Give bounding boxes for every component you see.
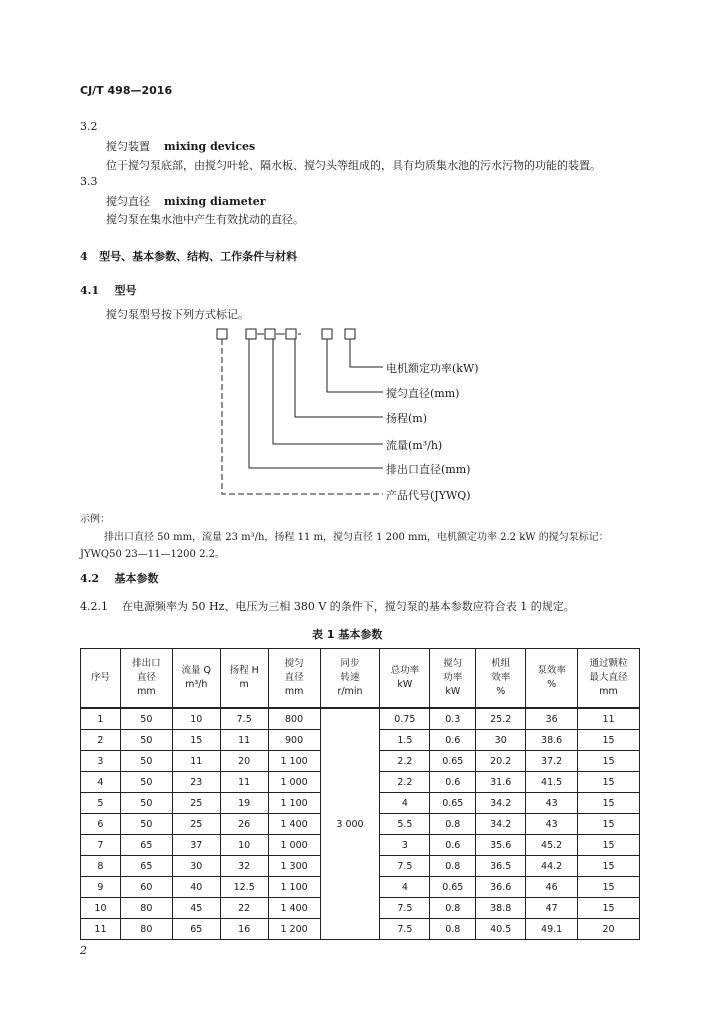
table-cell: 0.6 (430, 772, 476, 793)
table-cell: 5 (81, 793, 121, 814)
table-cell: 15 (578, 856, 640, 877)
table-cell: 15 (578, 877, 640, 898)
basic-parameters-table (80, 648, 640, 940)
table-cell: 38.6 (526, 730, 578, 751)
table-cell: 25 (172, 793, 220, 814)
table-cell: 37.2 (526, 751, 578, 772)
table-cell: 9 (81, 877, 121, 898)
header-cell-line: 搅匀 (443, 658, 463, 669)
table-cell: 0.65 (430, 751, 476, 772)
table-cell: 37 (172, 835, 220, 856)
table-cell: 31.6 (476, 772, 526, 793)
table-cell: 11 (172, 751, 220, 772)
header-cell-line: 功率 (443, 672, 463, 683)
header-cell-line: kW (445, 686, 461, 697)
table-cell: 800 (268, 708, 320, 730)
header-cell (81, 649, 121, 709)
table-cell: 0.65 (430, 877, 476, 898)
diagram-label-power: 电机额定功率(kW) (386, 362, 479, 375)
header-cell-line: 最大直径 (589, 672, 628, 683)
term-cn: 搅匀装置 (106, 140, 150, 153)
table-cell: 1 000 (268, 772, 320, 793)
code-box-head (286, 329, 296, 339)
table-cell: 5.5 (380, 814, 430, 835)
table-cell: 25 (172, 814, 220, 835)
table-cell: 43 (526, 814, 578, 835)
diagram-label-head: 扬程(m) (386, 412, 428, 425)
table-cell: 1 (81, 708, 121, 730)
table-cell: 40.5 (476, 919, 526, 940)
table-cell: 1 100 (268, 793, 320, 814)
header-cell-line: 效率 (491, 672, 511, 683)
table-cell: 50 (120, 708, 172, 730)
table-cell: 15 (578, 730, 640, 751)
table-cell: 35.6 (476, 835, 526, 856)
diagram-label-outlet-diameter: 排出口直径(mm) (386, 463, 471, 476)
header-cell-line: 泵效率 (537, 665, 566, 676)
header-cell-line: 直径 (136, 672, 156, 683)
example-line-1: 排出口直径 50 mm，流量 23 m³/h，扬程 11 m，搅匀直径 1 200 mm，电机额定功率 2.2 kW 的搅匀泵标记： (104, 532, 609, 543)
header-cell (526, 649, 578, 709)
table-cell: 19 (220, 793, 268, 814)
header-cell-line: 流量 Q (181, 665, 211, 676)
table-cell: 0.8 (430, 856, 476, 877)
header-cell-line: 同步 (340, 658, 360, 669)
table-cell: 80 (120, 898, 172, 919)
table-cell: 46 (526, 877, 578, 898)
table-cell: 7.5 (220, 708, 268, 730)
header-cell-line: 搅匀 (284, 658, 304, 669)
term-3-2 (106, 138, 255, 154)
header-cell (380, 649, 430, 709)
table-cell: 45 (172, 898, 220, 919)
table-cell: 15 (172, 730, 220, 751)
header-cell-line: mm (599, 686, 618, 697)
section-number-3-3: 3.3 (80, 175, 98, 188)
table-cell: 41.5 (526, 772, 578, 793)
table-cell: 50 (120, 730, 172, 751)
diagram-label-mixing-diameter: 搅匀直径(mm) (386, 387, 460, 400)
table-cell: 15 (578, 751, 640, 772)
table-cell: 36.5 (476, 856, 526, 877)
table-cell: 0.6 (430, 730, 476, 751)
table-cell: 0.65 (430, 793, 476, 814)
table-cell: 10 (220, 835, 268, 856)
code-box-mixing-dia (322, 329, 332, 339)
term-en: mixing devices (164, 140, 256, 153)
header-cell (578, 649, 640, 709)
header-cell (476, 649, 526, 709)
table-cell: 25.2 (476, 708, 526, 730)
table-cell: 8 (81, 856, 121, 877)
table-cell: 0.8 (430, 898, 476, 919)
example-heading: 示例： (80, 514, 110, 525)
model-intro: 搅匀泵型号按下列方式标记。 (106, 308, 249, 321)
header-cell-line: 扬程 H (229, 665, 259, 676)
table-cell: 11 (578, 708, 640, 730)
header-cell-line: % (547, 679, 557, 690)
table-cell: 1 000 (268, 835, 320, 856)
header-cell-line: 直径 (284, 672, 304, 683)
code-box-outlet (246, 329, 256, 339)
table-cell: 49.1 (526, 919, 578, 940)
header-cell-line: kW (397, 679, 413, 690)
section-4-1-heading (80, 282, 136, 298)
table-cell: 10 (172, 708, 220, 730)
table-cell: 10 (81, 898, 121, 919)
table-cell: 47 (526, 898, 578, 919)
table-cell: 16 (220, 919, 268, 940)
table-cell: 20 (578, 919, 640, 940)
table-cell: 36.6 (476, 877, 526, 898)
diagram-lines (215, 327, 515, 507)
header-cell-line: % (496, 686, 506, 697)
header-cell (268, 649, 320, 709)
table-header (81, 649, 640, 709)
header-cell-line: 通过颗粒 (589, 658, 628, 669)
header-cell (120, 649, 172, 709)
table-cell: 6 (81, 814, 121, 835)
table-cell: 22 (220, 898, 268, 919)
table-cell: 34.2 (476, 793, 526, 814)
header-cell-line: 序号 (90, 672, 110, 683)
table-cell: 11 (81, 919, 121, 940)
header-cell-line: m³/h (185, 679, 208, 690)
table-cell: 43 (526, 793, 578, 814)
header-cell-line: 排出口 (132, 658, 161, 669)
table-cell: 50 (120, 793, 172, 814)
header-cell (172, 649, 220, 709)
clause-text: 在电源频率为 50 Hz、电压为三相 380 V 的条件下，搅匀泵的基本参数应符合表 1 的规定。 (122, 600, 575, 613)
table-cell: 0.3 (430, 708, 476, 730)
example-line-2: JYWQ50 23—11—1200 2.2。 (80, 549, 225, 560)
header-row (81, 649, 640, 709)
header-cell-line: 机组 (491, 658, 511, 669)
code-box-product (217, 329, 227, 339)
table-cell: 30 (172, 856, 220, 877)
clause-number: 4.2.1 (80, 600, 108, 613)
table-cell: 15 (578, 898, 640, 919)
table-cell: 7.5 (380, 898, 430, 919)
diagram-label-product-code: 产品代号(JYWQ) (386, 489, 471, 502)
table-cell: 65 (120, 856, 172, 877)
table-cell: 30 (476, 730, 526, 751)
table-cell: 20 (220, 751, 268, 772)
section-4-2-heading (80, 570, 158, 586)
header-cell (220, 649, 268, 709)
table-cell: 3 (81, 751, 121, 772)
table-cell: 2 (81, 730, 121, 751)
table-cell: 11 (220, 772, 268, 793)
table-cell: 65 (120, 835, 172, 856)
header-cell-line: mm (137, 686, 156, 697)
table-cell: 50 (120, 751, 172, 772)
code-box-flow (265, 329, 275, 339)
table-cell: 38.8 (476, 898, 526, 919)
table-cell: 1.5 (380, 730, 430, 751)
table-cell: 15 (578, 793, 640, 814)
table-cell: 15 (578, 772, 640, 793)
table-cell: 34.2 (476, 814, 526, 835)
table-cell: 4 (380, 877, 430, 898)
section-4-heading (80, 248, 297, 264)
table-cell: 0.6 (430, 835, 476, 856)
table-cell: 15 (578, 835, 640, 856)
table-cell: 1 400 (268, 898, 320, 919)
table-cell: 65 (172, 919, 220, 940)
table-cell: 50 (120, 772, 172, 793)
table-cell: 50 (120, 814, 172, 835)
standard-code: CJ/T 498—2016 (80, 84, 173, 97)
header-cell-line: 总功率 (390, 665, 420, 676)
table-cell: 1 100 (268, 751, 320, 772)
definition-3-3: 搅匀泵在集水池中产生有效扰动的直径。 (106, 213, 304, 226)
section-number: 4.1 (80, 284, 100, 297)
table-row (81, 708, 640, 730)
table-body (81, 708, 640, 940)
table-caption: 表 1 基本参数 (312, 628, 383, 641)
table-cell: 40 (172, 877, 220, 898)
table-cell: 36 (526, 708, 578, 730)
table-cell: 15 (578, 814, 640, 835)
term-en: mixing diameter (164, 195, 266, 208)
table-cell: 2.2 (380, 772, 430, 793)
definition-3-2: 位于搅匀泵底部，由搅匀叶轮、隔水板、搅匀头等组成的，具有均质集水池的污水污物的功能的装置。 (106, 159, 601, 172)
section-number: 4 (80, 250, 88, 263)
header-cell (430, 649, 476, 709)
clause-4-2-1 (80, 598, 575, 614)
term-3-3 (106, 193, 266, 209)
table-cell: 1 400 (268, 814, 320, 835)
table-cell: 4 (380, 793, 430, 814)
table-cell: 12.5 (220, 877, 268, 898)
model-code-diagram (215, 327, 515, 507)
table-cell: 7.5 (380, 919, 430, 940)
table-cell: 26 (220, 814, 268, 835)
section-title: 基本参数 (114, 572, 159, 585)
table-cell: 0.8 (430, 919, 476, 940)
header-cell-line: 转速 (340, 672, 360, 683)
table-cell: 1 100 (268, 877, 320, 898)
table-cell: 1 200 (268, 919, 320, 940)
diagram-label-flow: 流量(m³/h) (386, 439, 443, 452)
section-title: 型号、基本参数、结构、工作条件与材料 (99, 250, 298, 263)
table-cell: 900 (268, 730, 320, 751)
table-cell: 3 (380, 835, 430, 856)
header-cell-line: mm (284, 686, 304, 697)
header-cell-line: m (239, 679, 249, 690)
table-cell: 11 (220, 730, 268, 751)
table-cell: 7 (81, 835, 121, 856)
table-cell: 0.75 (380, 708, 430, 730)
header-cell (320, 649, 380, 709)
table-cell: 1 300 (268, 856, 320, 877)
header-cell-line: r/min (337, 686, 363, 697)
cell-synchronous-speed: 3 000 (320, 708, 380, 940)
table-cell: 45.2 (526, 835, 578, 856)
table-cell: 80 (120, 919, 172, 940)
page-number: 2 (80, 944, 87, 957)
section-title: 型号 (114, 284, 137, 297)
code-box-power (345, 329, 355, 339)
table-cell: 2.2 (380, 751, 430, 772)
section-number-3-2: 3.2 (80, 120, 98, 133)
table-cell: 7.5 (380, 856, 430, 877)
table-cell: 4 (81, 772, 121, 793)
table-cell: 44.2 (526, 856, 578, 877)
term-cn: 搅匀直径 (106, 195, 150, 208)
table-cell: 60 (120, 877, 172, 898)
table-cell: 32 (220, 856, 268, 877)
table-cell: 23 (172, 772, 220, 793)
section-number: 4.2 (80, 572, 100, 585)
table-cell: 20.2 (476, 751, 526, 772)
table-cell: 0.8 (430, 814, 476, 835)
